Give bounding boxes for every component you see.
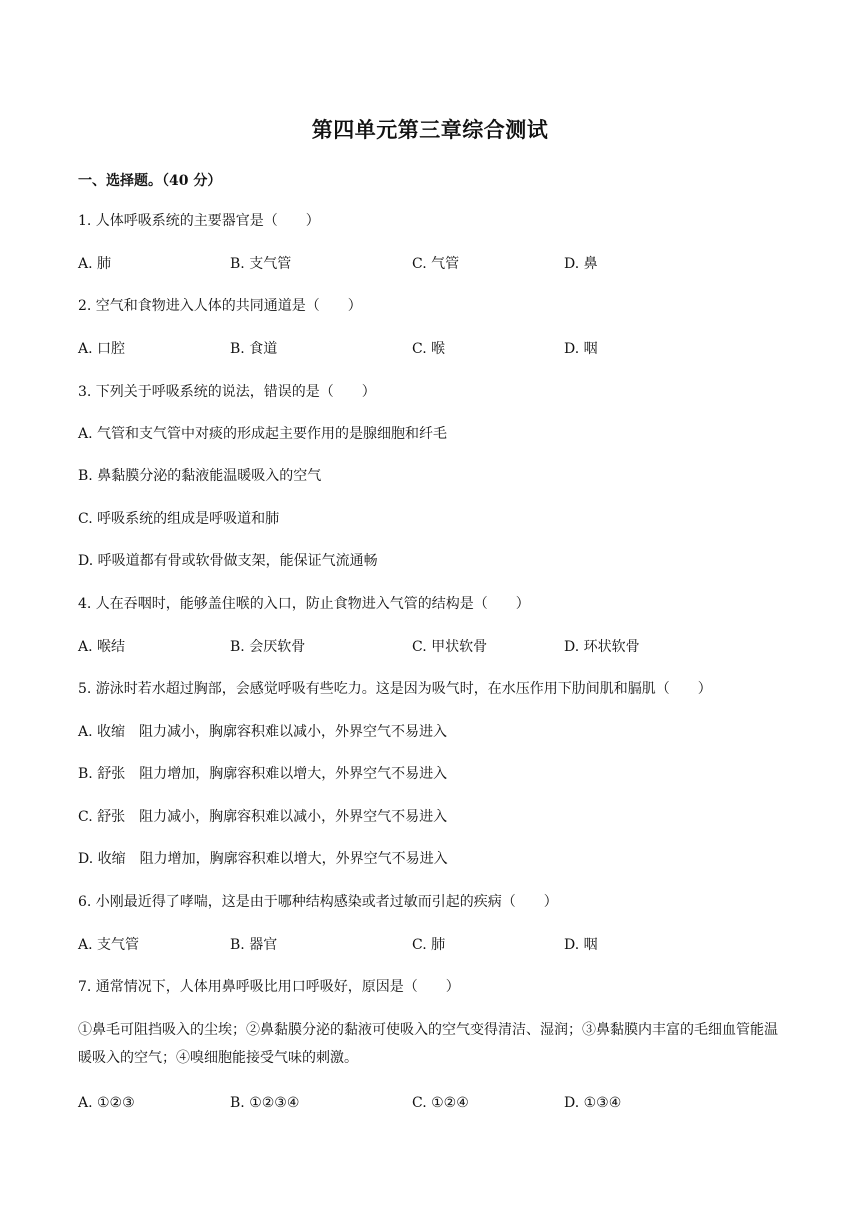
question-1-stem: 1. 人体呼吸系统的主要器官是（ ） (78, 213, 320, 229)
option-c: C. ①②④ (412, 1095, 469, 1111)
question-6-stem: 6. 小刚最近得了哮喘，这是由于哪种结构感染或者过敏而引起的疾病（ ） (78, 894, 558, 910)
section-heading: 一、选择题。（40 分） (78, 173, 222, 189)
page-title: 第四单元第三章综合测试 (311, 117, 549, 142)
option-c: C. 呼吸系统的组成是呼吸道和肺 (78, 511, 280, 527)
option-a: A. 气管和支气管中对痰的形成起主要作用的是腺细胞和纤毛 (78, 426, 448, 442)
option-a: A. ①②③ (78, 1095, 135, 1111)
option-a: A. 肺 (78, 256, 112, 272)
option-c: C. 肺 (412, 937, 446, 953)
question-7-options (78, 1094, 778, 1114)
option-b: B. ①②③④ (230, 1095, 300, 1111)
question-4-stem: 4. 人在吞咽时，能够盖住喉的入口，防止食物进入气管的结构是（ ） (78, 596, 530, 612)
question-1-options (78, 255, 778, 275)
option-c: C. 甲状软骨 (412, 639, 488, 655)
option-b: B. 舒张 阻力增加，胸廓容积难以增大，外界空气不易进入 (78, 766, 448, 782)
option-b: B. 食道 (230, 341, 278, 357)
question-2-stem: 2. 空气和食物进入人体的共同通道是（ ） (78, 298, 362, 314)
option-d: D. 鼻 (564, 256, 598, 272)
option-c: C. 喉 (412, 341, 446, 357)
option-b: B. 会厌软骨 (230, 639, 306, 655)
option-a: A. 支气管 (78, 937, 140, 953)
question-2-options (78, 340, 778, 360)
option-a: A. 口腔 (78, 341, 126, 357)
option-d: D. 咽 (564, 341, 598, 357)
option-c: C. 气管 (412, 256, 460, 272)
option-d: D. 环状软骨 (564, 639, 640, 655)
question-7-passage: ①鼻毛可阻挡吸入的尘埃；②鼻黏膜分泌的黏液可使吸入的空气变得清洁、湿润；③鼻黏膜内丰富的毛细血管能温暖吸入的空气；④嗅细胞能接受气味的刺激。 (78, 1022, 778, 1066)
option-a: A. 收缩 阻力减小，胸廓容积难以减小，外界空气不易进入 (78, 724, 448, 740)
option-b: B. 鼻黏膜分泌的黏液能温暖吸入的空气 (78, 468, 322, 484)
option-d: D. 咽 (564, 937, 598, 953)
option-b: B. 支气管 (230, 256, 292, 272)
question-7-stem: 7. 通常情况下，人体用鼻呼吸比用口呼吸好，原因是（ ） (78, 979, 460, 995)
question-6-options (78, 936, 778, 956)
option-d: D. 收缩 阻力增加，胸廓容积难以增大，外界空气不易进入 (78, 851, 448, 867)
question-4-options (78, 638, 778, 658)
question-3-stem: 3. 下列关于呼吸系统的说法，错误的是（ ） (78, 384, 376, 400)
option-c: C. 舒张 阻力减小，胸廓容积难以减小，外界空气不易进入 (78, 809, 448, 825)
option-a: A. 喉结 (78, 639, 126, 655)
option-d: D. ①③④ (564, 1095, 622, 1111)
question-5-stem: 5. 游泳时若水超过胸部，会感觉呼吸有些吃力。这是因为吸气时，在水压作用下肋间肌和膈肌（ ） (78, 681, 712, 697)
option-d: D. 呼吸道都有骨或软骨做支架，能保证气流通畅 (78, 553, 378, 569)
option-b: B. 器官 (230, 937, 278, 953)
